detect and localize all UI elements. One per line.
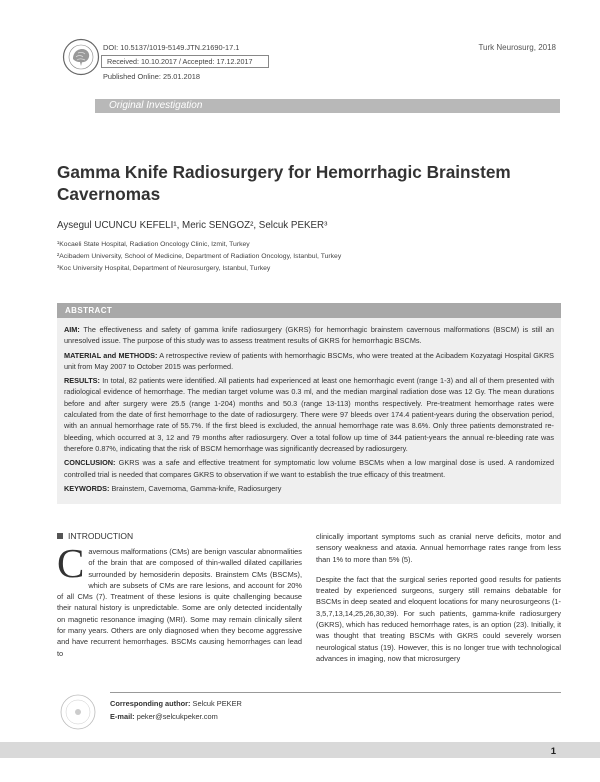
- introduction-heading: INTRODUCTION: [57, 531, 133, 541]
- intro-paragraph-3: Despite the fact that the surgical series reported good results for patients treated by experienced surgeons, surgery still remains debatable for BSCMs in deep seated and eloquent locations for many neurosurgeons (1-3,5,7,13,14,25,26,30,39). For such patients, gamma-knife radiosurgery (GKRS), which has reduced hemorrhage rates, is an option (23). Initially, it was thought that treating BSCMs with GKRS could severely worsen neurological status (19). However, this is no longer true with technological advances in imaging, now that microsurgery: [316, 574, 561, 663]
- corresponding-email: E-mail: peker@selcukpeker.com: [110, 712, 218, 721]
- section-bullet-icon: [57, 533, 63, 539]
- doi-text: DOI: 10.5137/1019-5149.JTN.21690-17.1: [103, 43, 240, 52]
- published-online-text: Published Online: 25.01.2018: [103, 72, 200, 81]
- abstract-methods: MATERIAL and METHODS: A retrospective review of patients with hemorrhagic BSCMs, who were treated at the Acibadem Kozyatagi Hospital GKRS unit from May 2007 to October 2015 was performed.: [64, 350, 554, 371]
- abstract-conclusion: CONCLUSION: GKRS was a safe and effective treatment for symptomatic low volume BSCMs when a low marginal dose is used. A randomized controlled trial is needed that compares GKRS to observation if we want to establish the true efficacy of this treatment.: [64, 458, 555, 479]
- section-label-bar: [95, 99, 560, 113]
- author-list: Aysegul UCUNCU KEFELI¹, Meric SENGOZ², Selcuk PEKER³: [57, 220, 328, 231]
- intro-column-left: [57, 540, 302, 668]
- abstract-keywords: KEYWORDS: Brainstem, Cavernoma, Gamma-knife, Radiosurgery: [64, 483, 282, 493]
- intro-column-right: [316, 531, 561, 673]
- received-accepted-box: Received: 10.10.2017 / Accepted: 17.12.2017: [101, 55, 269, 68]
- journal-name: Turk Neurosurg, 2018: [478, 43, 556, 52]
- abstract-header: [57, 303, 561, 318]
- intro-paragraph-2: clinically important symptoms such as cranial nerve deficits, motor and sensory weakness and ataxia. Annual hemorrhage rates range from less than 1% to more than 5% (5).: [316, 532, 561, 564]
- corresponding-author: Corresponding author: Selcuk PEKER: [110, 699, 242, 708]
- footer-bar: [0, 742, 600, 758]
- affiliation-1: ¹Kocaeli State Hospital, Radiation Oncology Clinic, Izmit, Turkey: [57, 241, 250, 248]
- drop-cap: C: [57, 540, 85, 586]
- abstract-body: [57, 318, 561, 504]
- affiliation-3: ³Koc University Hospital, Department of Neurosurgery, Istanbul, Turkey: [57, 265, 271, 272]
- orcid-stamp-icon: [58, 692, 98, 732]
- affiliation-2: ²Acibadem University, School of Medicine, Department of Radiation Oncology, Istanbul, Turkey: [57, 253, 342, 260]
- paper-title: Gamma Knife Radiosurgery for Hemorrhagic Brainstem Cavernomas: [57, 162, 511, 204]
- section-label: Original Investigation: [109, 100, 203, 111]
- page-number: 1: [550, 746, 556, 757]
- abstract-heading: ABSTRACT: [65, 306, 113, 315]
- abstract-aim: AIM: The effectiveness and safety of gamma knife radiosurgery (GKRS) for hemorrhagic brainstem cavernous malformations (BSCM) is still an unresolved issue. The purpose of this study was to assess treatment results of GKRS for hemorrhagic BSCMs.: [64, 325, 554, 346]
- intro-paragraph-1: Cavernous malformations (CMs) are benign vascular abnormalities of the brain that are composed of thin-walled dilated capillaries surrounded by hemosiderin deposits. Brainstem CMs (BSCMs), which are subsets of CMs are rare lesions, and account for 20% of all CMs (7). Treatment of these lesions is quite challenging because their natural history is unpredictable. Some are only detected incidentally on magnetic resonance imaging (MRI). Some may remain clinically silent for many years. Others are only diagnosed when they become aggressive and have recurrent hemorrhages. BSCMs causing hemorrhages can lead to: [57, 540, 302, 658]
- correspondence-divider: [110, 692, 561, 693]
- abstract-results: RESULTS: In total, 82 patients were identified. All patients had experienced at least one hemorrhagic event (range 1-3) and all of them presented with radiological evidence of hemorrhage. The median target volume was 0.3 ml, and the median marginal radiation dose was 12 Gy. The mean durations before and after surgery were 25.5 (range 1-204) months and 50.3 (range 13-113) months respectively. Pre-treatment hemorrhage rates were calculated from the date of first hemorrhage to the date of radiosurgery. There were 97 bleeds over 174.4 patient-years during the observation period, with an annual hemorrhage rate of 55.7%. If the first bleed is excluded, the annual hemorrhage rate was 8.6%. Only three patients demonstrated re-bleeding, which occurred at 3, 12 and 79 months after radiosurgery. Over a total follow up time of 344 patient-years the annual re-bleeding rate was therefore 0.87%, indicating that the risk of BSCM hemorrhage was significantly decreased by radiosurgery.: [64, 376, 555, 453]
- society-logo-icon: [62, 38, 100, 76]
